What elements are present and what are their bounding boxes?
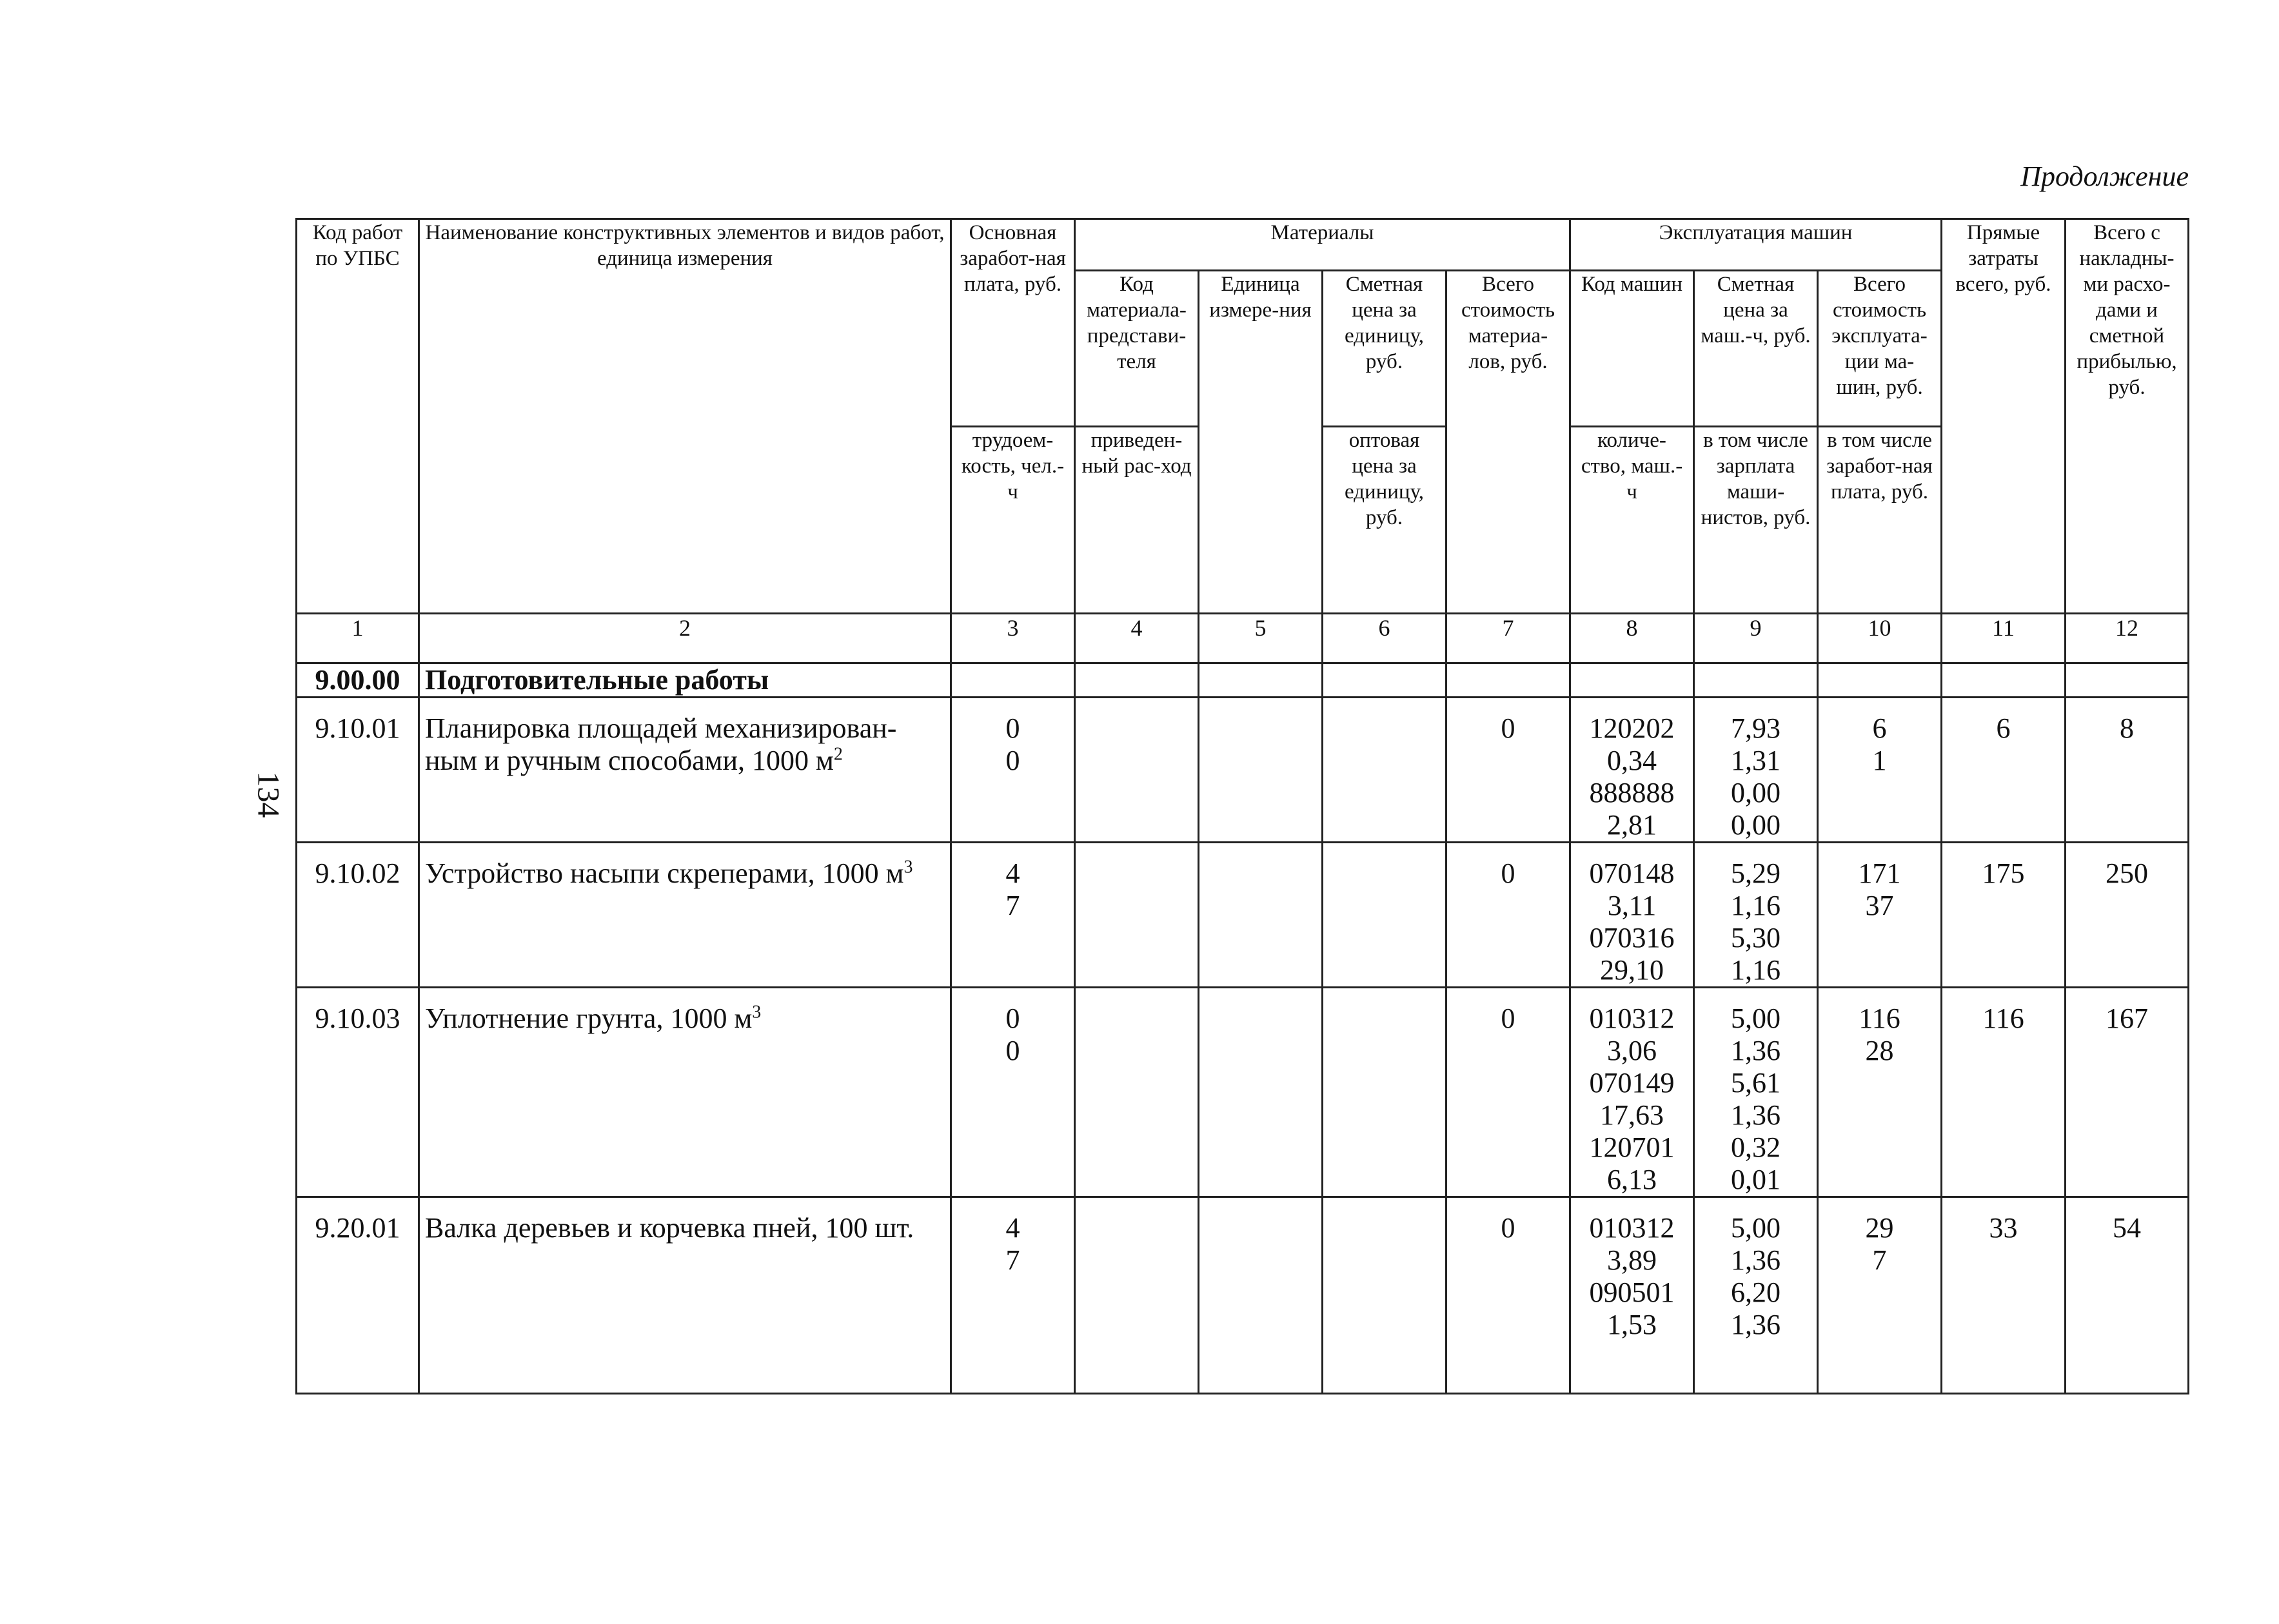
- header-operator-wage: в том числе зарплата маши-нистов, руб.: [1694, 427, 1818, 614]
- direct-costs: 33: [1942, 1197, 2066, 1394]
- wage-cell: 4 7: [951, 1197, 1075, 1394]
- section-row: [297, 663, 2189, 698]
- header-machine-price: Сметная цена за маш.-ч, руб.: [1694, 271, 1818, 427]
- work-code: 9.10.01: [297, 698, 419, 843]
- machine-codes: 120202 0,34 888888 2,81: [1570, 698, 1694, 843]
- machine-totals: 6 1: [1818, 698, 1942, 843]
- table-row: [297, 843, 2189, 988]
- header-material-price: Сметная цена за единицу, руб.: [1323, 271, 1446, 427]
- table-row: [297, 988, 2189, 1197]
- machine-totals: 29 7: [1818, 1197, 1942, 1394]
- work-code: 9.20.01: [297, 1197, 419, 1394]
- material-total: 0: [1446, 843, 1570, 988]
- column-number: 5: [1199, 614, 1323, 663]
- column-number-row: [297, 614, 2189, 663]
- work-name: Устройство насыпи скреперами, 1000 $м^3$: [419, 843, 951, 988]
- work-name: Валка деревьев и корчевка пней, 100 шт.: [419, 1197, 951, 1394]
- continuation-label: Продолжение: [2020, 161, 2189, 192]
- machine-codes: 070148 3,11 070316 29,10: [1570, 843, 1694, 988]
- column-number: 9: [1694, 614, 1818, 663]
- machine-prices: 5,00 1,36 5,61 1,36 0,32 0,01: [1694, 988, 1818, 1197]
- header-machine-total: Всего стоимость эксплуата-ции ма-шин, руб.: [1818, 271, 1942, 427]
- column-number: 4: [1075, 614, 1199, 663]
- machine-prices: 7,93 1,31 0,00 0,00: [1694, 698, 1818, 843]
- column-number: 7: [1446, 614, 1570, 663]
- wage-cell: 0 0: [951, 698, 1075, 843]
- table-row: [297, 698, 2189, 843]
- wage-cell: 4 7: [951, 843, 1075, 988]
- header-material-total: Всего стоимость материа-лов, руб.: [1446, 271, 1570, 614]
- machine-prices: 5,00 1,36 6,20 1,36: [1694, 1197, 1818, 1394]
- column-number: 2: [419, 614, 951, 663]
- direct-costs: 116: [1942, 988, 2066, 1197]
- column-number: 10: [1818, 614, 1942, 663]
- header-materials: Материалы: [1075, 219, 1570, 271]
- machine-prices: 5,29 1,16 5,30 1,16: [1694, 843, 1818, 988]
- header-wholesale-price: оптовая цена за единицу, руб.: [1323, 427, 1446, 614]
- machine-codes: 010312 3,89 090501 1,53: [1570, 1197, 1694, 1394]
- header-name: Наименование конструктивных элементов и видов работ, единица измерения: [419, 219, 951, 614]
- direct-costs: 6: [1942, 698, 2066, 843]
- total-overhead: 167: [2066, 988, 2189, 1197]
- header-code: Код работ по УПБС: [297, 219, 419, 614]
- machine-totals: 171 37: [1818, 843, 1942, 988]
- header-total-overhead: Всего с накладны-ми расхо-дами и сметной прибылью, руб.: [2066, 219, 2189, 614]
- total-overhead: 54: [2066, 1197, 2189, 1394]
- header-machine-hours: количе-ство, маш.-ч: [1570, 427, 1694, 614]
- header-unit: Единица измере-ния: [1199, 271, 1323, 614]
- material-total: 0: [1446, 1197, 1570, 1394]
- total-overhead: 8: [2066, 698, 2189, 843]
- estimate-table: [295, 218, 2189, 1394]
- machine-totals: 116 28: [1818, 988, 1942, 1197]
- work-code: 9.10.03: [297, 988, 419, 1197]
- column-number: 11: [1942, 614, 2066, 663]
- header-machines: Эксплуатация машин: [1570, 219, 1942, 271]
- page-number: 134: [251, 771, 286, 818]
- header-machine-code: Код машин: [1570, 271, 1694, 427]
- column-number: 12: [2066, 614, 2189, 663]
- material-total: 0: [1446, 988, 1570, 1197]
- header-wage: Основная заработ-ная плата, руб.: [951, 219, 1075, 427]
- work-code: 9.10.02: [297, 843, 419, 988]
- header-material-consumption: приведен-ный рас-ход: [1075, 427, 1199, 614]
- table-row: [297, 1197, 2189, 1394]
- work-name: Планировка площадей механизирован-ным и ручным способами, 1000 $м^2$: [419, 698, 951, 843]
- column-number: 1: [297, 614, 419, 663]
- header-material-code: Код материала-представи-теля: [1075, 271, 1199, 427]
- machine-codes: 010312 3,06 070149 17,63 120701 6,13: [1570, 988, 1694, 1197]
- header-machine-wage: в том числе заработ-ная плата, руб.: [1818, 427, 1942, 614]
- column-number: 6: [1323, 614, 1446, 663]
- section-title: Подготовительные работы: [419, 663, 951, 698]
- column-number: 3: [951, 614, 1075, 663]
- header-direct-costs: Прямые затраты всего, руб.: [1942, 219, 2066, 614]
- section-code: 9.00.00: [297, 663, 419, 698]
- header-labor: трудоем-кость, чел.-ч: [951, 427, 1075, 614]
- wage-cell: 0 0: [951, 988, 1075, 1197]
- column-number: 8: [1570, 614, 1694, 663]
- material-total: 0: [1446, 698, 1570, 843]
- work-name: Уплотнение грунта, 1000 $м^3$: [419, 988, 951, 1197]
- direct-costs: 175: [1942, 843, 2066, 988]
- total-overhead: 250: [2066, 843, 2189, 988]
